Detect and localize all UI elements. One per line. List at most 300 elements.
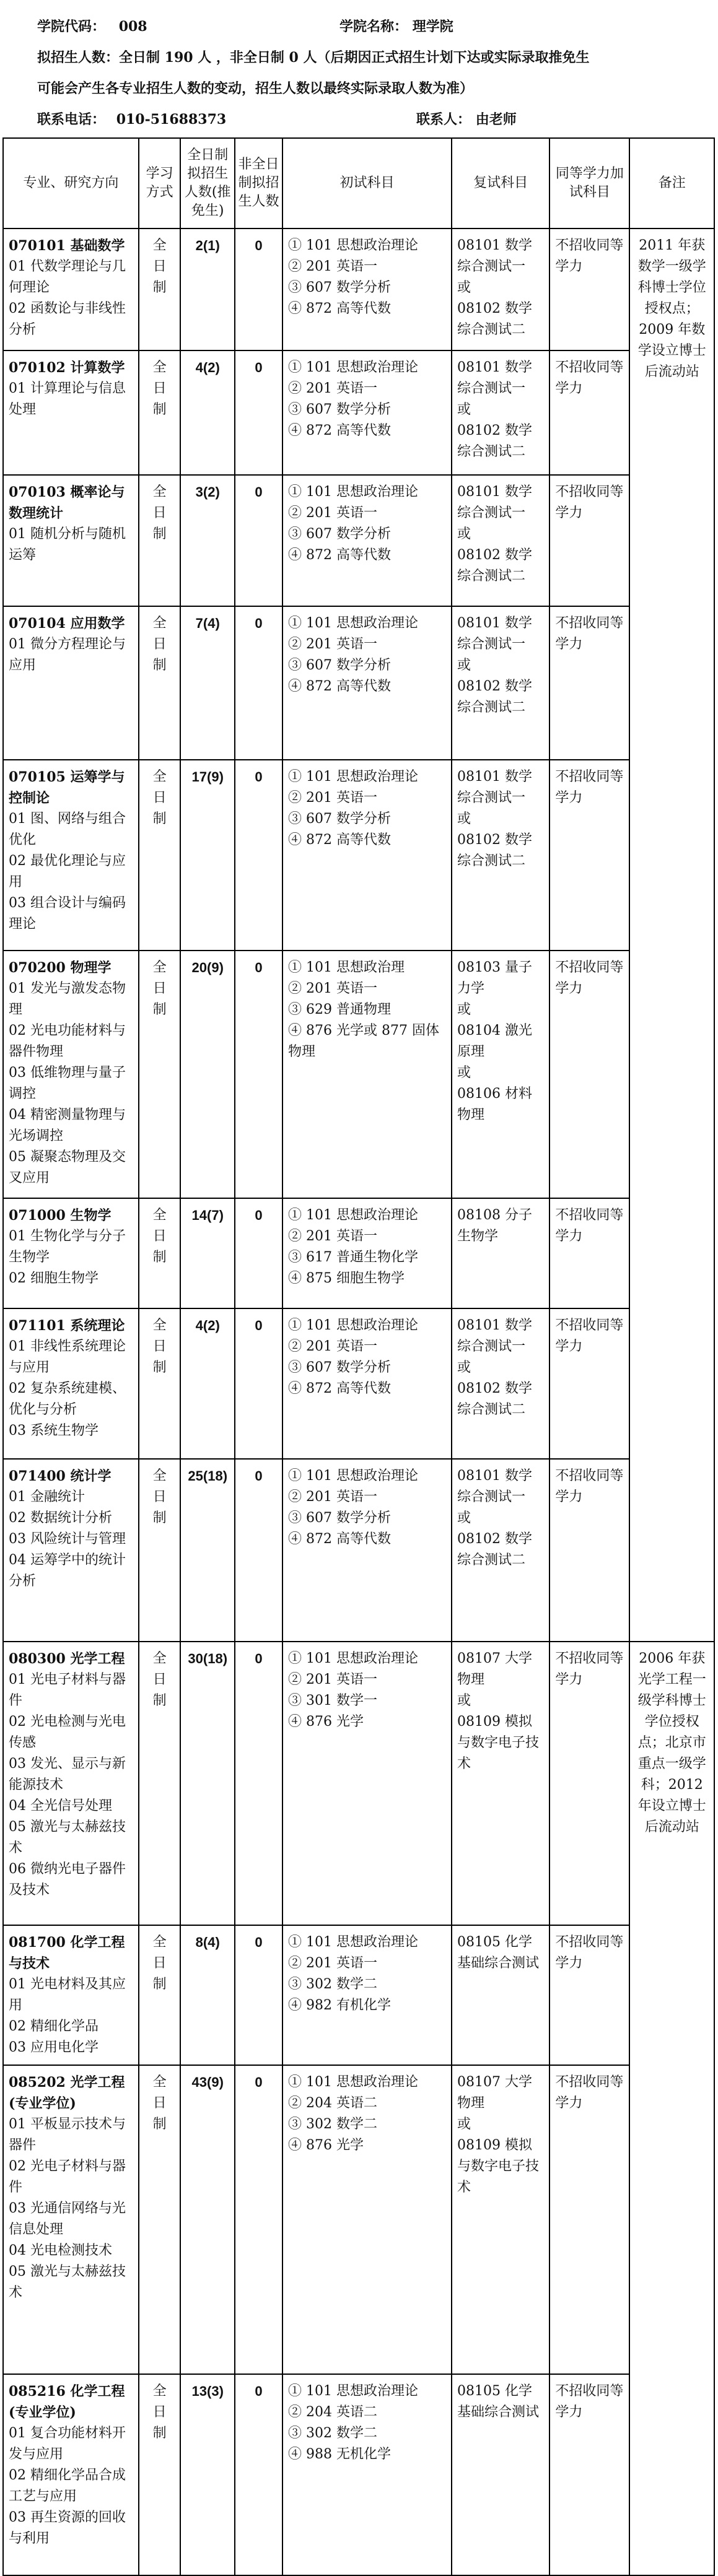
initial-exam-cell	[282, 1198, 452, 1308]
initial-exam-subject: ④ 982 有机化学	[288, 1998, 392, 2013]
study-mode-char: 日	[152, 505, 167, 521]
table-header-row	[3, 138, 714, 228]
initial-exam-subject: ③ 302 数学二	[288, 2426, 378, 2441]
phone-label: 联系电话：	[37, 111, 106, 128]
fulltime-quota-cell: 4(2)	[180, 1308, 235, 1459]
parttime-quota-cell: 0	[235, 606, 282, 760]
retest-subject: 或	[457, 811, 471, 827]
initial-exam-subject: ④ 875 细胞生物学	[288, 1271, 405, 1286]
research-direction: 05 激光与太赫兹技术	[9, 2264, 126, 2300]
retest-subject: 08107 大学物理	[457, 2074, 532, 2111]
table-row	[3, 1925, 714, 2065]
study-mode-cell	[139, 1642, 181, 1925]
fulltime-quota-cell: 7(4)	[180, 606, 235, 760]
table-row	[3, 1459, 714, 1642]
retest-cell	[452, 951, 549, 1198]
col-header-parttime: 非全日制拟招生人数	[235, 138, 282, 228]
major-cell	[3, 760, 139, 951]
initial-exam-subject: ③ 629 普通物理	[288, 1002, 392, 1017]
major-cell	[3, 475, 139, 606]
initial-exam-subject: ① 101 思想政治理论	[288, 1468, 419, 1484]
retest-subject: 08101 数学综合测试一	[457, 238, 532, 274]
major-title: 070101 基础数学	[9, 238, 125, 254]
retest-subject: 08101 数学综合测试一	[457, 360, 532, 396]
study-mode-char: 日	[152, 2404, 167, 2420]
quota-line-2: 可能会产生各专业招生人数的变动，招生人数以最终实际录取人数为准）	[37, 80, 474, 97]
retest-cell	[452, 1925, 549, 2065]
major-cell	[3, 1925, 139, 2065]
table-row	[3, 606, 714, 760]
study-mode-char: 制	[152, 280, 167, 295]
initial-exam-subject: ④ 872 高等代数	[288, 547, 392, 563]
parttime-quota-cell: 0	[235, 475, 282, 606]
major-cell	[3, 2065, 139, 2374]
research-direction: 05 激光与太赫兹技术	[9, 1819, 126, 1856]
initial-exam-subject: ② 201 英语一	[288, 1672, 378, 1687]
initial-exam-subject: ③ 617 普通生物化学	[288, 1250, 419, 1265]
college-code-label: 学院代码：	[37, 19, 106, 35]
initial-exam-subject: ③ 607 数学分析	[288, 280, 392, 295]
initial-exam-subject: ④ 872 高等代数	[288, 1531, 392, 1547]
admission-table	[2, 137, 715, 2576]
contact-label: 联系人：	[416, 111, 471, 128]
initial-exam-subject: ④ 876 光学	[288, 2138, 364, 2153]
research-direction: 01 光电子材料与器件	[9, 1672, 126, 1708]
retest-cell	[452, 606, 549, 760]
study-mode-char: 全	[152, 2074, 167, 2090]
retest-subject: 或	[457, 1065, 471, 1081]
study-mode-cell	[139, 606, 181, 760]
initial-exam-subject: ④ 876 光学	[288, 1714, 364, 1730]
research-direction: 02 光电功能材料与器件物理	[9, 1023, 126, 1060]
major-cell	[3, 951, 139, 1198]
col-header-note: 备注	[629, 138, 714, 228]
fulltime-quota-cell: 4(2)	[180, 350, 235, 475]
initial-exam-cell	[282, 1925, 452, 2065]
major-title: 071000 生物学	[9, 1208, 112, 1224]
initial-exam-subject: ② 204 英语二	[288, 2095, 378, 2111]
table-row	[3, 1308, 714, 1459]
study-mode-char: 全	[152, 484, 167, 500]
research-direction: 04 全光信号处理	[9, 1798, 112, 1814]
study-mode-cell	[139, 475, 181, 606]
fulltime-quota-cell: 17(9)	[180, 760, 235, 951]
initial-exam-subject: ② 201 英语一	[288, 1339, 378, 1354]
table-row	[3, 228, 714, 350]
parttime-quota-cell: 0	[235, 1925, 282, 2065]
retest-subject: 08102 数学综合测试二	[457, 301, 532, 337]
retest-cell	[452, 760, 549, 951]
fulltime-quota-cell: 43(9)	[180, 2065, 235, 2374]
research-direction: 02 精细化学品合成工艺与应用	[9, 2468, 126, 2504]
research-direction: 04 精密测量物理与光场调控	[9, 1107, 126, 1144]
study-mode-char: 全	[152, 2383, 167, 2399]
study-mode-char: 制	[152, 1002, 167, 1017]
retest-cell	[452, 350, 549, 475]
major-title: 080300 光学工程	[9, 1651, 125, 1667]
major-title: 070102 计算数学	[9, 360, 125, 376]
initial-exam-subject: ④ 876 光学或 877 固体物理	[288, 1023, 440, 1060]
equivalent-exam-cell: 不招收同等学力	[549, 606, 629, 760]
retest-subject: 08101 数学综合测试一	[457, 1318, 532, 1354]
study-mode-char: 日	[152, 790, 167, 806]
major-cell	[3, 350, 139, 475]
retest-subject: 08101 数学综合测试一	[457, 484, 532, 521]
study-mode-char: 全	[152, 360, 167, 375]
major-cell	[3, 606, 139, 760]
research-direction: 01 随机分析与随机运筹	[9, 526, 126, 563]
initial-exam-subject: ④ 872 高等代数	[288, 832, 392, 848]
research-direction: 01 图、网络与组合优化	[9, 811, 126, 848]
study-mode-char: 制	[152, 402, 167, 417]
retest-subject: 或	[457, 280, 471, 295]
equivalent-exam-cell: 不招收同等学力	[549, 1198, 629, 1308]
college-code: 008	[118, 19, 147, 35]
fulltime-quota-cell: 8(4)	[180, 1925, 235, 2065]
study-mode-cell	[139, 951, 181, 1198]
study-mode-cell	[139, 1198, 181, 1308]
document-header	[0, 0, 718, 137]
equivalent-exam-cell: 不招收同等学力	[549, 951, 629, 1198]
study-mode-char: 全	[152, 1208, 167, 1223]
study-mode-char: 日	[152, 637, 167, 652]
retest-cell	[452, 2374, 549, 2575]
table-row	[3, 1642, 714, 1925]
major-title: 081700 化学工程与技术	[9, 1934, 125, 1972]
initial-exam-subject: ① 101 思想政治理论	[288, 360, 419, 375]
major-title: 070200 物理学	[9, 960, 112, 976]
research-direction: 01 平板显示技术与器件	[9, 2117, 126, 2153]
table-row	[3, 951, 714, 1198]
study-mode-cell	[139, 1308, 181, 1459]
table-row	[3, 760, 714, 951]
parttime-quota-cell: 0	[235, 1459, 282, 1642]
research-direction: 03 低维物理与量子调控	[9, 1065, 126, 1102]
equivalent-exam-cell: 不招收同等学力	[549, 350, 629, 475]
study-mode-char: 全	[152, 1318, 167, 1333]
initial-exam-subject: ② 201 英语一	[288, 1956, 378, 1971]
study-mode-char: 日	[152, 259, 167, 274]
initial-exam-cell	[282, 350, 452, 475]
major-cell	[3, 2374, 139, 2575]
parttime-quota-cell: 0	[235, 1642, 282, 1925]
retest-subject: 08101 数学综合测试一	[457, 616, 532, 652]
research-direction: 01 复合功能材料开发与应用	[9, 2426, 126, 2462]
research-direction: 04 运筹学中的统计分析	[9, 1552, 126, 1589]
initial-exam-subject: ① 101 思想政治理论	[288, 769, 419, 785]
retest-subject: 08102 数学综合测试二	[457, 832, 532, 869]
major-title: 070105 运筹学与控制论	[9, 769, 125, 806]
research-direction: 01 光电材料及其应用	[9, 1977, 126, 2013]
initial-exam-subject: ② 201 英语一	[288, 637, 378, 652]
initial-exam-subject: ③ 607 数学分析	[288, 1510, 392, 1526]
research-direction: 04 光电检测技术	[9, 2243, 112, 2258]
initial-exam-subject: ③ 302 数学二	[288, 2117, 378, 2132]
study-mode-char: 日	[152, 381, 167, 396]
initial-exam-cell	[282, 2065, 452, 2374]
initial-exam-subject: ③ 607 数学分析	[288, 658, 392, 673]
fulltime-quota-cell: 20(9)	[180, 951, 235, 1198]
retest-cell	[452, 1459, 549, 1642]
initial-exam-subject: ③ 607 数学分析	[288, 1360, 392, 1375]
research-direction: 01 发光与激发态物理	[9, 981, 126, 1017]
study-mode-cell	[139, 760, 181, 951]
research-direction: 03 发光、显示与新能源技术	[9, 1756, 126, 1793]
retest-subject: 08103 量子力学	[457, 960, 532, 996]
research-direction: 03 光通信网络与光信息处理	[9, 2201, 126, 2237]
retest-cell	[452, 1198, 549, 1308]
col-header-fulltime: 全日制拟招生人数(推免生)	[180, 138, 235, 228]
initial-exam-cell	[282, 475, 452, 606]
col-header-mode: 学习方式	[139, 138, 181, 228]
retest-subject: 08109 模拟与数字电子技术	[457, 2138, 539, 2195]
study-mode-char: 制	[152, 811, 167, 827]
major-title: 071400 统计学	[9, 1468, 112, 1484]
study-mode-char: 制	[152, 1250, 167, 1265]
retest-subject: 08107 大学物理	[457, 1651, 532, 1687]
col-header-initial: 初试科目	[282, 138, 452, 228]
retest-subject: 08102 数学综合测试二	[457, 423, 532, 459]
initial-exam-subject: ④ 872 高等代数	[288, 679, 392, 694]
research-direction: 02 复杂系统建模、优化与分析	[9, 1381, 126, 1417]
study-mode-char: 全	[152, 238, 167, 253]
major-cell	[3, 1642, 139, 1925]
initial-exam-subject: ① 101 思想政治理论	[288, 1208, 419, 1223]
retest-subject: 或	[457, 1510, 471, 1526]
initial-exam-subject: ① 101 思想政治理论	[288, 2383, 419, 2399]
initial-exam-cell	[282, 228, 452, 350]
retest-subject: 08102 数学综合测试二	[457, 679, 532, 715]
retest-subject: 08102 数学综合测试二	[457, 1531, 532, 1568]
equivalent-exam-cell: 不招收同等学力	[549, 2374, 629, 2575]
study-mode-char: 制	[152, 2117, 167, 2132]
initial-exam-subject: ③ 301 数学一	[288, 1693, 378, 1708]
major-title: 085202 光学工程(专业学位)	[9, 2074, 125, 2112]
retest-subject: 08101 数学综合测试一	[457, 1468, 532, 1505]
retest-subject: 或	[457, 1002, 471, 1017]
major-cell	[3, 1459, 139, 1642]
initial-exam-subject: ② 201 英语一	[288, 259, 378, 274]
research-direction: 03 应用电化学	[9, 2040, 99, 2055]
initial-exam-subject: ② 201 英语一	[288, 1229, 378, 1244]
table-row	[3, 2374, 714, 2575]
phone-line	[37, 109, 226, 128]
study-mode-char: 日	[152, 1229, 167, 1244]
college-code-line	[37, 16, 147, 35]
retest-subject: 08109 模拟与数字电子技术	[457, 1714, 539, 1772]
retest-subject: 或	[457, 2117, 471, 2132]
retest-cell	[452, 1642, 549, 1925]
study-mode-char: 日	[152, 981, 167, 996]
initial-exam-subject: ① 101 思想政治理	[288, 960, 405, 975]
table-row	[3, 2065, 714, 2374]
study-mode-char: 全	[152, 616, 167, 631]
retest-subject: 08102 数学综合测试二	[457, 1381, 532, 1417]
table-row	[3, 475, 714, 606]
initial-exam-subject: ③ 302 数学二	[288, 1977, 378, 1992]
research-direction: 01 微分方程理论与应用	[9, 637, 126, 673]
research-direction: 02 细胞生物学	[9, 1271, 99, 1286]
equivalent-exam-cell: 不招收同等学力	[549, 1925, 629, 2065]
retest-cell	[452, 228, 549, 350]
initial-exam-subject: ② 201 英语一	[288, 381, 378, 396]
study-mode-char: 全	[152, 1468, 167, 1484]
initial-exam-cell	[282, 1459, 452, 1642]
research-direction: 02 最优化理论与应用	[9, 853, 126, 890]
research-direction: 02 光电子材料与器件	[9, 2159, 126, 2195]
research-direction: 06 微纳光电子器件及技术	[9, 1861, 126, 1898]
retest-cell	[452, 2065, 549, 2374]
study-mode-char: 制	[152, 2426, 167, 2441]
note-cell: 2011 年获数学一级学科博士学位授权点；2009 年数学设立博士后流动站	[629, 228, 714, 1642]
study-mode-cell	[139, 1925, 181, 2065]
equivalent-exam-cell: 不招收同等学力	[549, 2065, 629, 2374]
research-direction: 02 函数论与非线性分析	[9, 301, 126, 337]
study-mode-char: 制	[152, 1360, 167, 1375]
study-mode-char: 制	[152, 1693, 167, 1708]
retest-subject: 08102 数学综合测试二	[457, 547, 532, 584]
col-header-equivalent: 同等学力加试科目	[549, 138, 629, 228]
equivalent-exam-cell: 不招收同等学力	[549, 760, 629, 951]
study-mode-char: 日	[152, 1489, 167, 1505]
initial-exam-subject: ③ 607 数学分析	[288, 402, 392, 417]
retest-subject: 或	[457, 658, 471, 673]
major-title: 070104 应用数学	[9, 616, 125, 632]
research-direction: 02 数据统计分析	[9, 1510, 112, 1526]
major-title: 085216 化学工程(专业学位)	[9, 2383, 125, 2421]
initial-exam-cell	[282, 606, 452, 760]
parttime-quota-cell: 0	[235, 1308, 282, 1459]
col-header-retest: 复试科目	[452, 138, 549, 228]
initial-exam-subject: ① 101 思想政治理论	[288, 1934, 419, 1950]
fulltime-quota-cell: 25(18)	[180, 1459, 235, 1642]
equivalent-exam-cell: 不招收同等学力	[549, 475, 629, 606]
contact-name: 由老师	[475, 111, 517, 128]
major-cell	[3, 1198, 139, 1308]
retest-subject: 或	[457, 1360, 471, 1375]
initial-exam-subject: ① 101 思想政治理论	[288, 2074, 419, 2090]
equivalent-exam-cell: 不招收同等学力	[549, 1642, 629, 1925]
research-direction: 03 系统生物学	[9, 1423, 99, 1438]
college-name-label: 学院名称：	[339, 19, 408, 35]
retest-subject: 08106 材料物理	[457, 1086, 532, 1123]
retest-subject: 08105 化学基础综合测试	[457, 2383, 539, 2420]
study-mode-char: 日	[152, 1956, 167, 1971]
college-name-line	[339, 16, 453, 35]
study-mode-cell	[139, 350, 181, 475]
parttime-quota-cell: 0	[235, 951, 282, 1198]
parttime-quota-cell: 0	[235, 2065, 282, 2374]
equivalent-exam-cell: 不招收同等学力	[549, 1308, 629, 1459]
research-direction: 03 组合设计与编码理论	[9, 895, 126, 932]
research-direction: 02 精细化学品	[9, 2019, 99, 2034]
equivalent-exam-cell: 不招收同等学力	[549, 228, 629, 350]
study-mode-cell	[139, 2065, 181, 2374]
note-cell: 2006 年获光学工程一级学科博士学位授权点；北京市重点一级学科；2012 年设立博士后流动站	[629, 1642, 714, 2575]
retest-subject: 08101 数学综合测试一	[457, 769, 532, 806]
study-mode-cell	[139, 2374, 181, 2575]
retest-subject: 08108 分子生物学	[457, 1208, 532, 1244]
initial-exam-subject: ② 201 英语一	[288, 790, 378, 806]
initial-exam-subject: ① 101 思想政治理论	[288, 484, 419, 500]
initial-exam-subject: ③ 607 数学分析	[288, 526, 392, 542]
initial-exam-cell	[282, 1642, 452, 1925]
parttime-quota-cell: 0	[235, 2374, 282, 2575]
research-direction: 03 风险统计与管理	[9, 1531, 126, 1547]
study-mode-char: 全	[152, 769, 167, 785]
parttime-quota-cell: 0	[235, 228, 282, 350]
study-mode-char: 日	[152, 2095, 167, 2111]
equivalent-exam-cell: 不招收同等学力	[549, 1459, 629, 1642]
retest-subject: 08105 化学基础综合测试	[457, 1934, 539, 1971]
col-header-major: 专业、研究方向	[3, 138, 139, 228]
research-direction: 01 代数学理论与几何理论	[9, 259, 126, 295]
fulltime-quota-cell: 30(18)	[180, 1642, 235, 1925]
college-name: 理学院	[412, 19, 453, 35]
study-mode-char: 全	[152, 960, 167, 975]
initial-exam-cell	[282, 951, 452, 1198]
phone-number: 010-51688373	[116, 111, 227, 128]
study-mode-char: 全	[152, 1934, 167, 1950]
retest-subject: 或	[457, 402, 471, 417]
initial-exam-subject: ④ 872 高等代数	[288, 423, 392, 438]
initial-exam-subject: ① 101 思想政治理论	[288, 238, 419, 253]
research-direction: 05 凝聚态物理及交叉应用	[9, 1149, 126, 1186]
study-mode-char: 制	[152, 658, 167, 673]
fulltime-quota-cell: 13(3)	[180, 2374, 235, 2575]
fulltime-quota-cell: 2(1)	[180, 228, 235, 350]
fulltime-quota-cell: 3(2)	[180, 475, 235, 606]
initial-exam-subject: ② 201 英语一	[288, 981, 378, 996]
initial-exam-subject: ③ 607 数学分析	[288, 811, 392, 827]
research-direction: 01 生物化学与分子生物学	[9, 1229, 126, 1265]
initial-exam-cell	[282, 1308, 452, 1459]
initial-exam-cell	[282, 2374, 452, 2575]
quota-line-1: 拟招生人数：全日制 190 人 ，非全日制 0 人（后期因正式招生计划下达或实际录取推免生	[37, 50, 590, 66]
initial-exam-subject: ① 101 思想政治理论	[288, 616, 419, 631]
research-direction: 02 光电检测与光电传感	[9, 1714, 126, 1751]
initial-exam-subject: ① 101 思想政治理论	[288, 1651, 419, 1666]
major-title: 070103 概率论与数理统计	[9, 484, 125, 521]
research-direction: 01 计算理论与信息处理	[9, 381, 126, 417]
initial-exam-subject: ② 204 英语二	[288, 2404, 378, 2420]
initial-exam-cell	[282, 760, 452, 951]
table-row	[3, 1198, 714, 1308]
table-row	[3, 350, 714, 475]
initial-exam-subject: ④ 872 高等代数	[288, 301, 392, 316]
major-cell	[3, 1308, 139, 1459]
study-mode-cell	[139, 228, 181, 350]
initial-exam-subject: ④ 872 高等代数	[288, 1381, 392, 1396]
study-mode-char: 全	[152, 1651, 167, 1666]
initial-exam-subject: ① 101 思想政治理论	[288, 1318, 419, 1333]
study-mode-char: 制	[152, 1510, 167, 1526]
research-direction: 01 金融统计	[9, 1489, 85, 1505]
retest-cell	[452, 1308, 549, 1459]
major-title: 071101 系统理论	[9, 1318, 125, 1334]
study-mode-char: 制	[152, 1977, 167, 1992]
research-direction: 01 非线性系统理论与应用	[9, 1339, 126, 1375]
retest-subject: 或	[457, 526, 471, 542]
study-mode-char: 制	[152, 526, 167, 542]
fulltime-quota-cell: 14(7)	[180, 1198, 235, 1308]
study-mode-char: 日	[152, 1672, 167, 1687]
initial-exam-subject: ② 201 英语一	[288, 1489, 378, 1505]
parttime-quota-cell: 0	[235, 350, 282, 475]
retest-subject: 08104 激光原理	[457, 1023, 532, 1060]
retest-cell	[452, 475, 549, 606]
study-mode-cell	[139, 1459, 181, 1642]
